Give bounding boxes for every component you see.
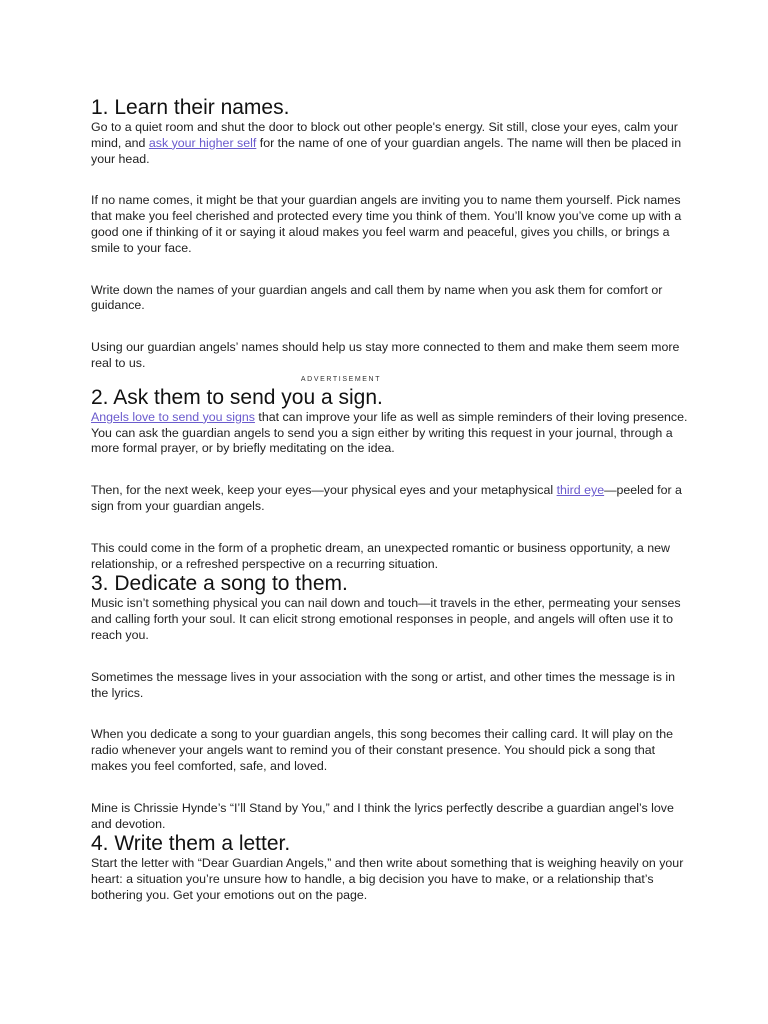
paragraph: Using our guardian angels’ names should help us stay more connected to them and make them seem more real to us. [91, 340, 680, 370]
article [91, 96, 691, 904]
paragraph: Start the letter with “Dear Guardian Angels,” and then write about something that is weighing heavily on your heart: a situation you’re unsure how to handle, a big decision you have to make, or a relationship that’s bothering you. Get your emotions out on the page. [91, 856, 684, 902]
paragraph: Go to a quiet room and shut the door to block out other people's energy. Sit still, close your eyes, calm your mind, and ask your higher self for the name of one of your guardian angels. The name will then be placed in your head. [91, 120, 682, 166]
paragraph: Mine is Chrissie Hynde’s “I’ll Stand by You,” and I think the lyrics perfectly describe a guardian angel’s love and devotion. [91, 800, 674, 831]
heading-dedicate-song: 3. Dedicate a song to them. [91, 572, 348, 596]
link-angels-signs[interactable]: Angels love to send you signs [91, 409, 255, 424]
paragraph: When you dedicate a song to your guardian angels, this song becomes their calling card. It will play on the radio whenever your angels want to remind you of their constant presence. You should pick a song that makes you feel comforted, safe, and loved. [91, 727, 674, 773]
paragraph: Then, for the next week, keep your eyes—your physical eyes and your metaphysical third eye—peeled for a sign from your guardian angels. [91, 483, 682, 513]
heading-learn-names: 1. Learn their names. [91, 96, 290, 119]
paragraph: Write down the names of your guardian angels and call them by name when you ask them for comfort or guidance. [91, 282, 663, 313]
link-third-eye[interactable]: third eye [556, 483, 605, 498]
paragraph: Sometimes the message lives in your association with the song or artist, and other times the message is in the lyrics. [91, 669, 676, 700]
heading-write-letter: 4. Write them a letter. [91, 832, 291, 856]
paragraph: Music isn’t something physical you can nail down and touch—it travels in the ether, permeating your senses and calling forth your soul. It can elicit strong emotional responses in people, and angels will often use it to reach you. [91, 596, 681, 642]
paragraph: If no name comes, it might be that your guardian angels are inviting you to name them yourself. Pick names that make you feel cherished and protected every time you think of them. You’ll know you’ve come up with a good one if thinking of it or saying it aloud makes you feel warm and peaceful, gives you chills, or brings a smile to your face. [91, 193, 682, 255]
paragraph: This could come in the form of a prophetic dream, an unexpected romantic or business opportunity, a new relationship, or a refreshed perspective on a recurring situation. [91, 540, 670, 571]
heading-ask-sign: 2. Ask them to send you a sign. [91, 385, 383, 409]
advertisement-label: ADVERTISEMENT [300, 375, 382, 383]
paragraph: Angels love to send you signs that can improve your life as well as simple reminders of their loving presence. You can ask the guardian angels to send you a sign either by writing this request in your journal, through a more formal prayer, or by briefly meditating on the idea. [91, 409, 688, 456]
link-ask-higher-self[interactable]: ask your higher self [148, 135, 257, 150]
